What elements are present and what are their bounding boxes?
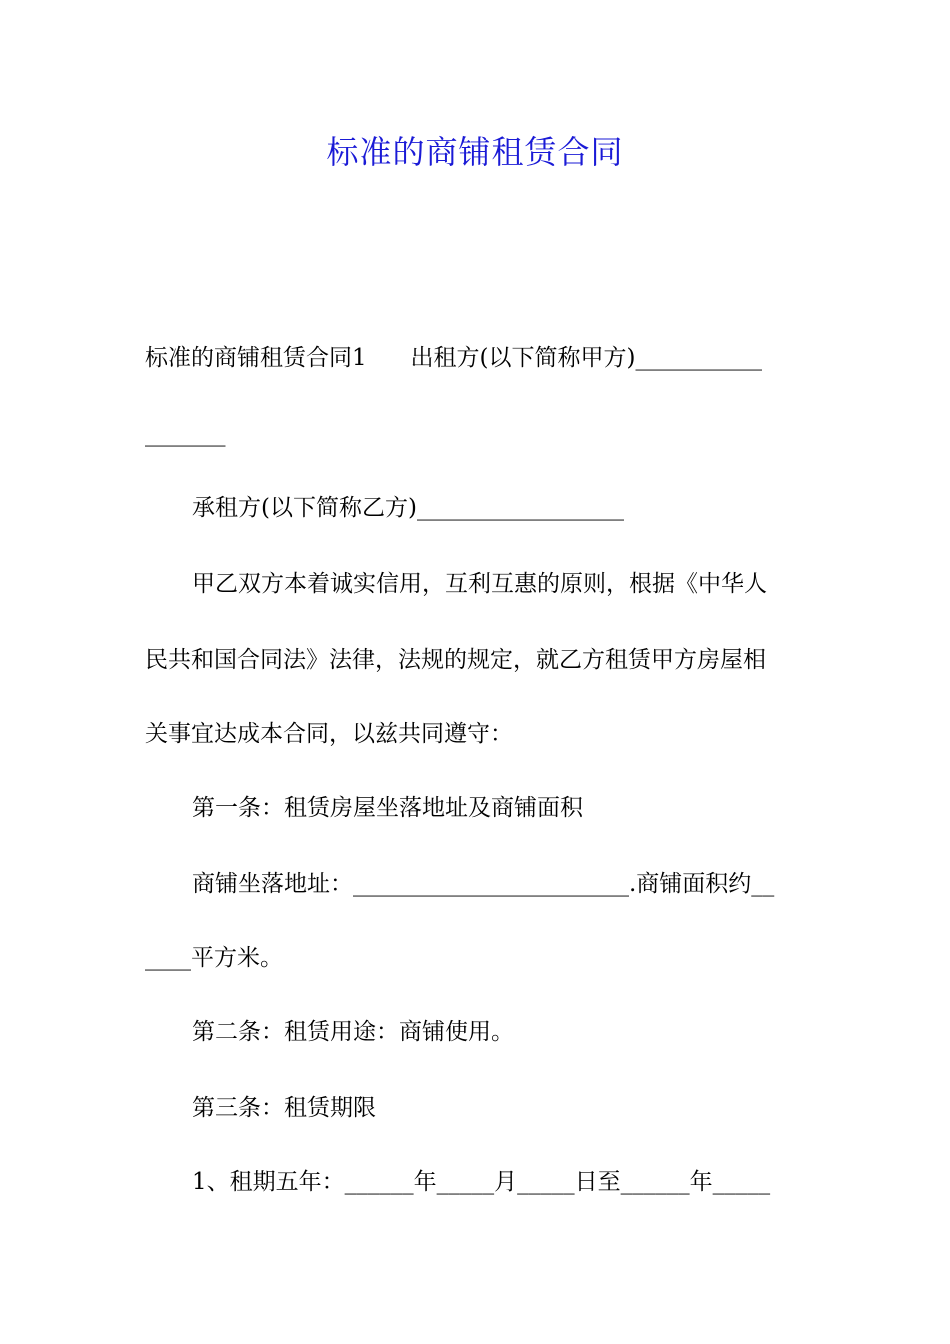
line-preamble-1: 甲乙双方本着诚实信用，互利互惠的原则，根据《中华人 [192,571,767,597]
line-lease-term: 1、租期五年：______年_____月_____日至______年_____ [192,1169,771,1195]
line-preamble-2: 民共和国合同法》法律，法规的规定，就乙方租赁甲方房屋相 [145,647,766,673]
line-shop-area: ____平方米。 [145,945,283,971]
line-header-lessor: 标准的商铺租赁合同1 出租方(以下简称甲方)___________ [145,345,762,371]
line-article-1-heading: 第一条：租赁房屋坐落地址及商铺面积 [192,795,583,821]
line-article-3-heading: 第三条：租赁期限 [192,1095,376,1121]
line-shop-address: 商铺坐落地址：________________________.商铺面积约__ [192,871,775,897]
document-title: 标准的商铺租赁合同 [326,133,624,171]
line-article-2: 第二条：租赁用途：商铺使用。 [192,1019,514,1045]
line-lessee: 承租方(以下简称乙方)__________________ [192,495,624,521]
line-lessor-underline: _______ [145,421,226,447]
line-preamble-3: 关事宜达成本合同，以兹共同遵守： [145,721,513,747]
